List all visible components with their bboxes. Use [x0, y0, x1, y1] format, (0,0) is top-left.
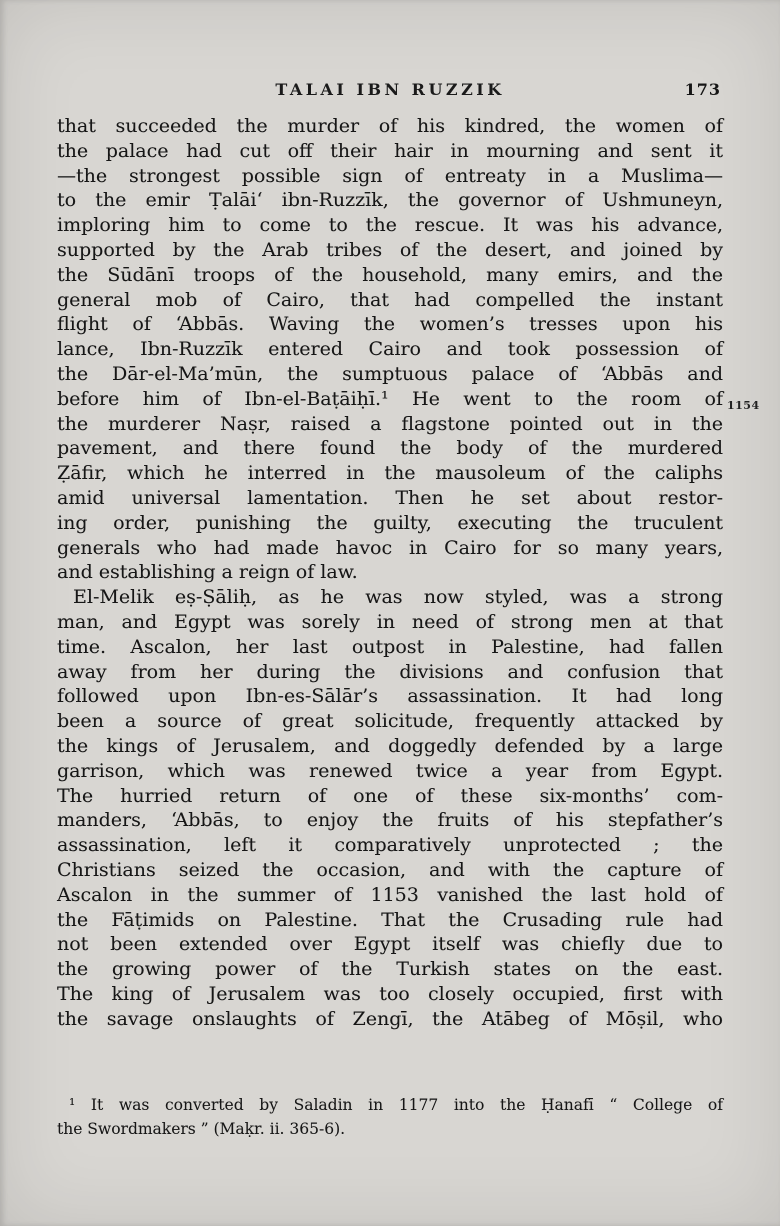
text-line: El-Melik eṣ-Ṣāliḥ, as he was now styled, was a strong — [73, 586, 723, 609]
text-line: flight of ‘Abbās. Waving the women’s tresses upon his — [57, 313, 723, 336]
running-title: TALAI IBN RUZZIK — [275, 80, 505, 99]
text-line: the growing power of the Turkish states on the east. — [57, 958, 723, 981]
page-header — [57, 80, 723, 104]
text-line: the palace had cut off their hair in mourning and sent it — [57, 139, 723, 162]
text-line: before him of Ibn-el-Baṭāiḥī.¹ He went to the room of — [57, 387, 723, 410]
text-line: amid universal lamentation. Then he set about restor- — [57, 486, 723, 509]
text-line: imploring him to come to the rescue. It was his advance, — [57, 214, 723, 237]
paragraph-2 — [57, 585, 723, 1031]
text-line: and establishing a reign of law. — [57, 561, 358, 584]
text-line: that succeeded the murder of his kindred, the women of — [57, 115, 723, 137]
text-line: general mob of Cairo, that had compelled the instant — [57, 288, 723, 311]
margin-note-year: 1154 — [727, 399, 760, 412]
text-line: the Dār-el-Ma’mūn, the sumptuous palace of ‘Abbās and — [57, 362, 723, 385]
text-line: the kings of Jerusalem, and doggedly defended by a large — [57, 734, 723, 757]
text-line: supported by the Arab tribes of the desert, and joined by — [57, 238, 723, 261]
footnote-line: ¹ It was converted by Saladin in 1177 into the Ḥanafī “ College of — [69, 1096, 723, 1114]
text-line: time. Ascalon, her last outpost in Palestine, had fallen — [57, 635, 723, 658]
text-line: manders, ‘Abbās, to enjoy the fruits of his stepfather’s — [57, 809, 723, 832]
text-line: the murderer Naṣr, raised a flagstone pointed out in the — [57, 412, 723, 435]
footnote — [57, 1094, 723, 1141]
text-line: The hurried return of one of these six-months’ com- — [57, 784, 723, 807]
text-line: Ẓāfir, which he interred in the mausoleum of the caliphs — [57, 462, 723, 485]
page-body — [57, 114, 723, 1031]
text-line: Ascalon in the summer of 1153 vanished the last hold of — [57, 883, 723, 906]
text-line: the Fāṭimids on Palestine. That the Crusading rule had — [57, 908, 723, 931]
text-line: pavement, and there found the body of the murdered — [57, 437, 723, 460]
text-line: ing order, punishing the guilty, executing the truculent — [57, 511, 723, 534]
text-line: been a source of great solicitude, frequently attacked by — [57, 710, 723, 733]
text-line: generals who had made havoc in Cairo for so many years, — [57, 536, 723, 559]
page-number: 173 — [684, 80, 721, 99]
text-line: assassination, left it comparatively unprotected ; the — [57, 834, 723, 857]
text-line: the savage onslaughts of Zengī, the Atābeg of Mōṣil, who — [57, 1007, 723, 1030]
text-line: not been extended over Egypt itself was chiefly due to — [57, 933, 723, 956]
text-line: away from her during the divisions and confusion that — [57, 660, 723, 683]
footnote-line: the Swordmakers ” (Maḳr. ii. 365-6). — [57, 1119, 346, 1138]
text-line: the Sūdānī troops of the household, many emirs, and the — [57, 263, 723, 286]
paragraph-1 — [57, 114, 723, 585]
text-line: to the emir Ṭalāi‘ ibn-Ruzzīk, the governor of Ushmuneyn, — [57, 189, 723, 212]
text-line: —the strongest possible sign of entreaty in a Muslima— — [57, 164, 723, 187]
text-line: Christians seized the occasion, and with the capture of — [57, 858, 723, 881]
text-line: garrison, which was renewed twice a year from Egypt. — [57, 759, 723, 782]
text-line: lance, Ibn-Ruzzīk entered Cairo and took possession of — [57, 338, 723, 361]
text-line: followed upon Ibn-es-Sālār’s assassination. It had long — [57, 685, 723, 708]
text-line: The king of Jerusalem was too closely occupied, first with — [57, 982, 723, 1005]
text-line: man, and Egypt was sorely in need of strong men at that — [57, 610, 723, 633]
